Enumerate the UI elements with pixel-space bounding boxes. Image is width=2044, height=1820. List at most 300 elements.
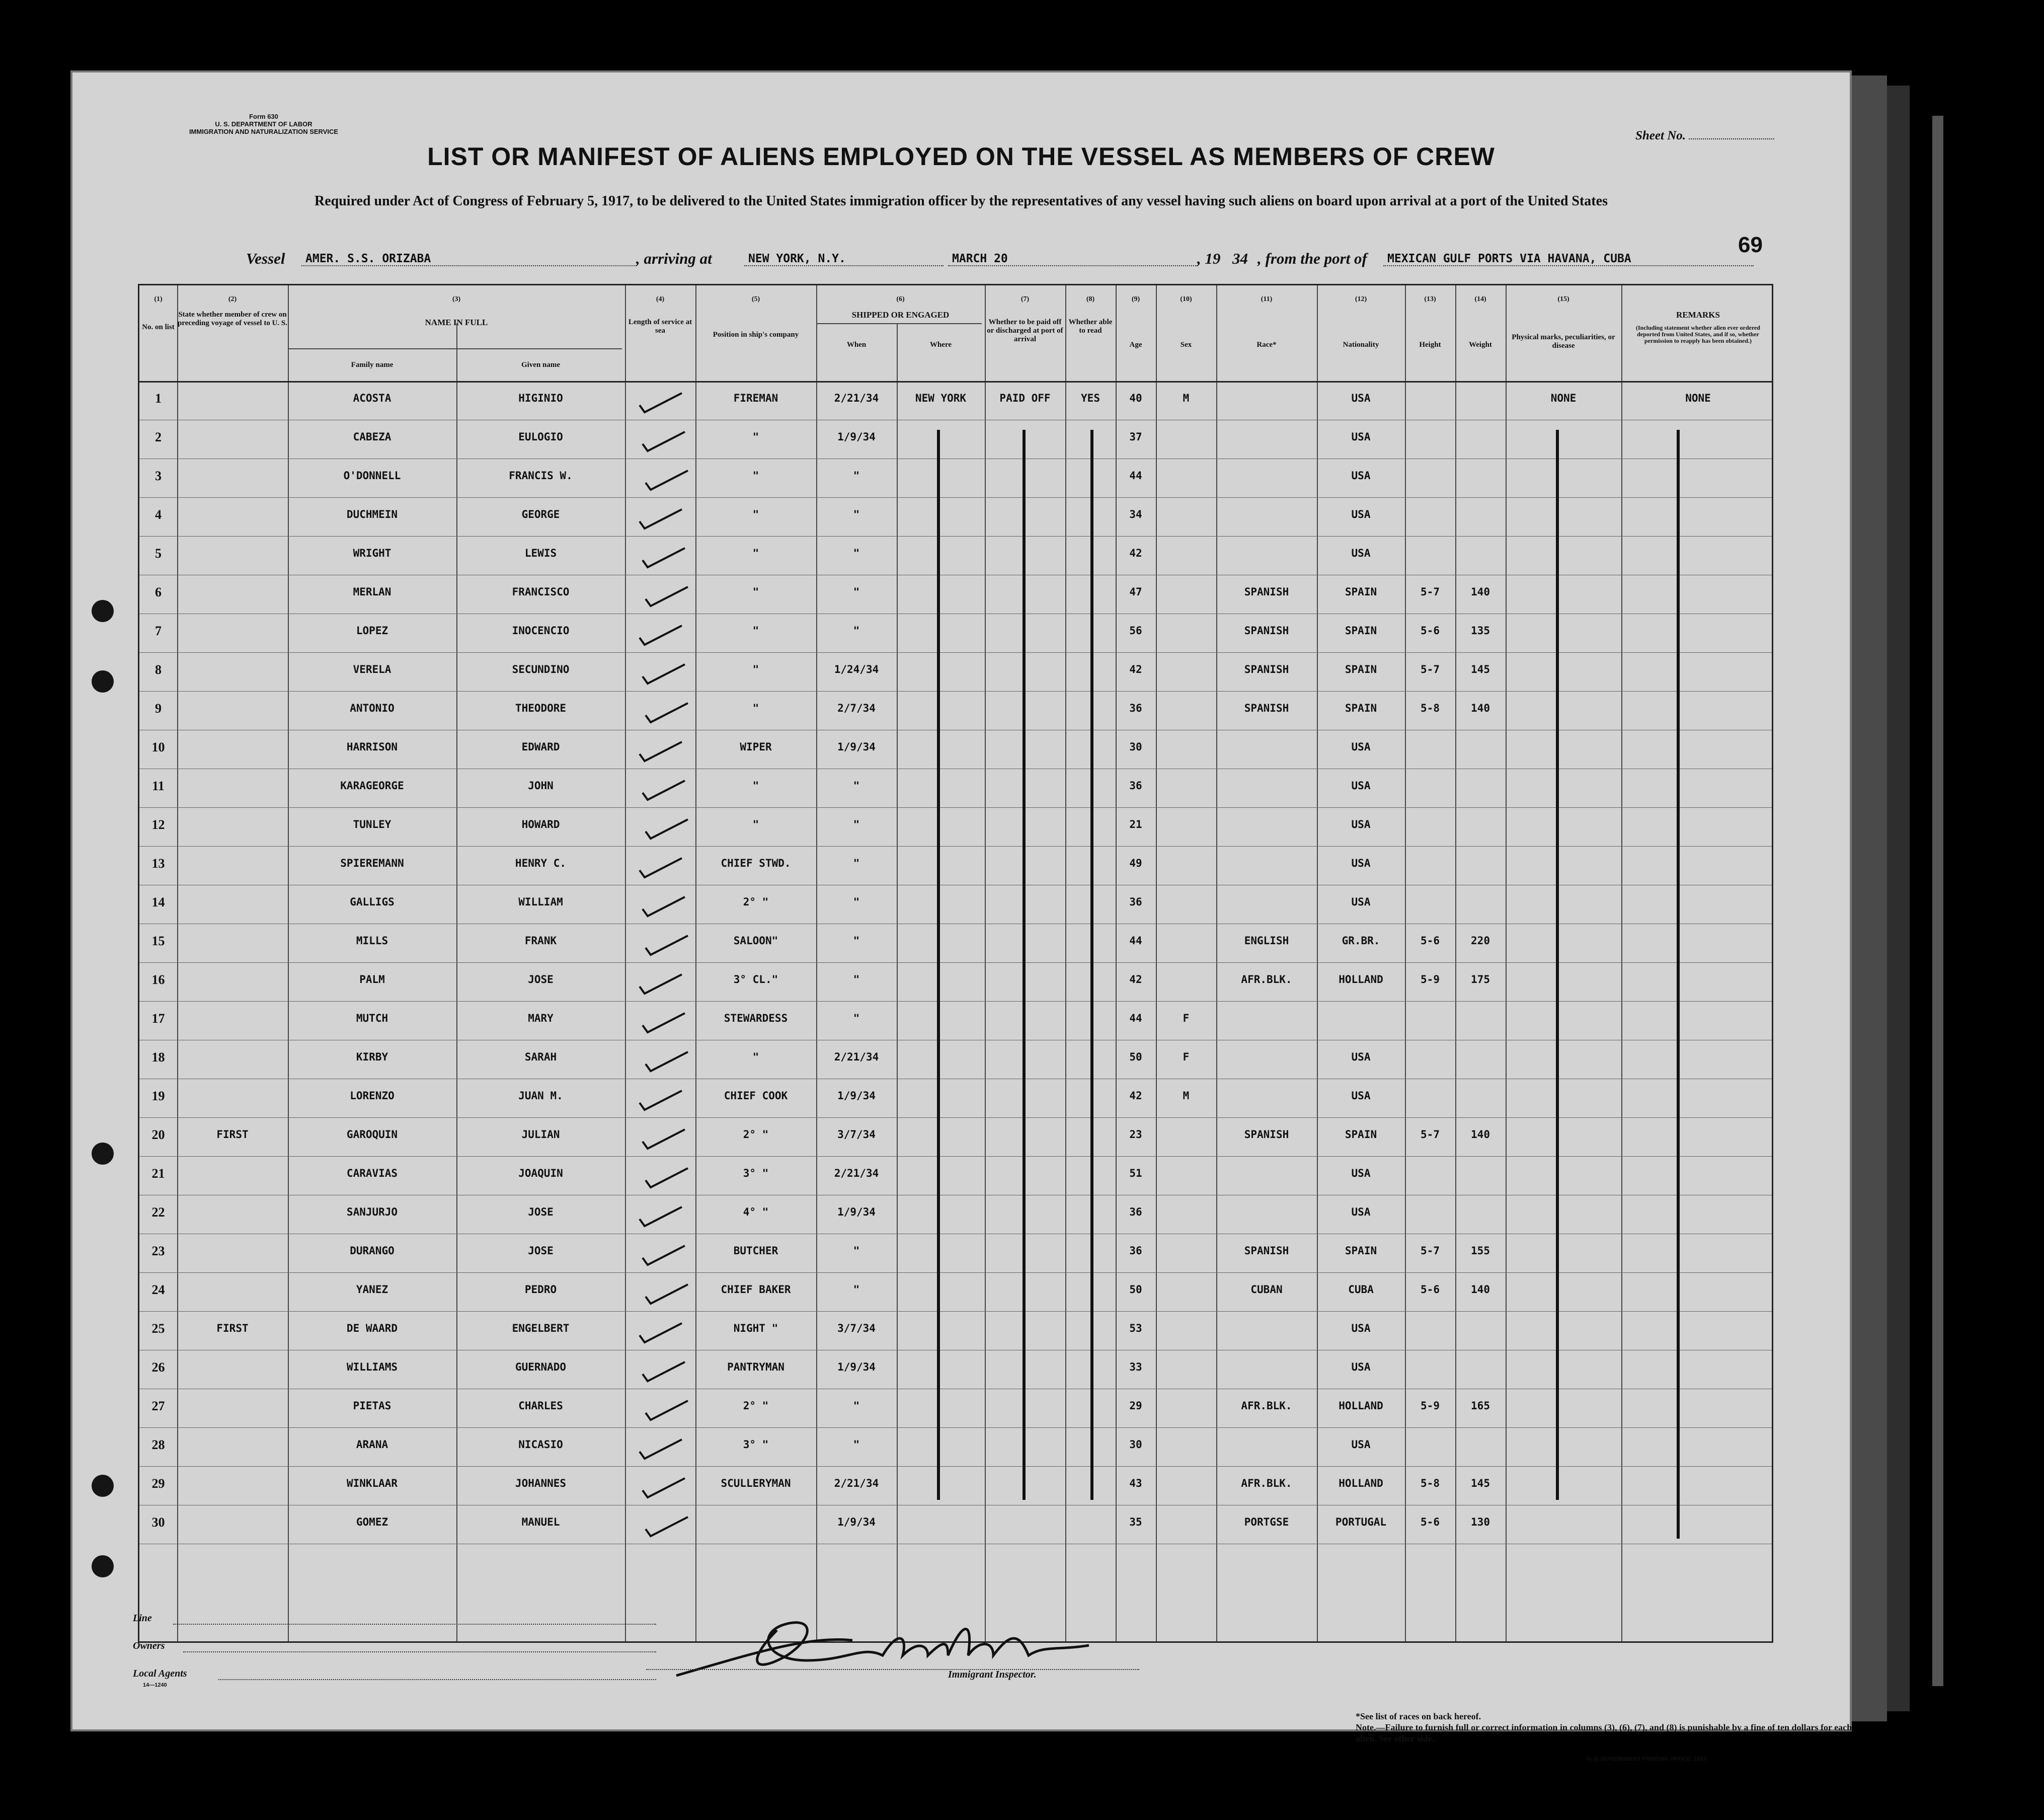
line-label: Line (133, 1613, 152, 1624)
column-number: (4) (656, 295, 665, 303)
cell-age: 40 (1129, 392, 1142, 404)
cell-weight: 140 (1471, 586, 1490, 598)
cell-when: 2/7/34 (837, 702, 876, 714)
arrival-port: NEW YORK, N.Y. (744, 252, 944, 266)
cell-age: 53 (1129, 1322, 1142, 1334)
arriving-label: , arriving at (636, 250, 712, 267)
cell-when: " (853, 625, 860, 637)
cell-given: JUAN M. (518, 1090, 563, 1102)
cell-height: 5-6 (1421, 935, 1440, 947)
cell-nationality: HOLLAND (1339, 1400, 1383, 1412)
row-rule (139, 1272, 1772, 1273)
check-mark-icon (641, 1010, 686, 1034)
cell-given: INOCENCIO (512, 625, 570, 637)
cell-family: PIETAS (353, 1400, 391, 1412)
page-title: LIST OR MANIFEST OF ALIENS EMPLOYED ON THE VESSEL AS MEMBERS OF CREW (427, 142, 1495, 171)
cell-age: 51 (1129, 1167, 1142, 1179)
cell-nationality: PORTUGAL (1335, 1516, 1387, 1528)
cell-nationality: USA (1351, 1051, 1371, 1063)
cell-when: 1/24/34 (834, 663, 879, 675)
crew-table (138, 284, 1773, 1643)
cell-when: 1/9/34 (837, 1206, 876, 1218)
cell-family: TUNLEY (353, 818, 391, 830)
column-rule (625, 285, 626, 1641)
column-rule (1405, 285, 1406, 1641)
origin-port: MEXICAN GULF PORTS VIA HAVANA, CUBA (1383, 252, 1754, 266)
cell-nationality: USA (1351, 392, 1371, 404)
from-port-label: , from the port of (1257, 250, 1367, 267)
name-subrule (288, 348, 622, 349)
cell-given: JOAQUIN (518, 1167, 563, 1179)
vessel-label: Vessel (246, 250, 285, 267)
cell-given: GUERNADO (515, 1361, 567, 1373)
cell-age: 56 (1129, 625, 1142, 637)
cell-family: CARAVIAS (346, 1167, 398, 1179)
cell-position: CHIEF COOK (724, 1090, 788, 1102)
cell-family: DE WAARD (346, 1322, 398, 1334)
cell-nationality: SPAIN (1345, 663, 1377, 675)
cell-race: SPANISH (1244, 625, 1289, 637)
cell-when: " (853, 1245, 860, 1257)
cell-family: WINKLAAR (346, 1477, 398, 1489)
check-mark-icon (638, 1088, 683, 1112)
cell-nationality: USA (1351, 780, 1371, 792)
header-family: Family name (351, 361, 394, 369)
column-number: (1) (154, 295, 163, 303)
cell-height: 5-9 (1421, 1400, 1440, 1412)
column-number: (12) (1355, 295, 1367, 303)
cell-weight: 165 (1471, 1400, 1490, 1412)
inspector-label: Immigrant Inspector. (948, 1669, 1037, 1680)
cell-family: ANTONIO (350, 702, 395, 714)
cell-age: 36 (1129, 896, 1142, 908)
cell-race: SPANISH (1244, 1245, 1289, 1257)
check-mark-icon (641, 429, 686, 453)
row-number: 22 (151, 1205, 165, 1220)
cell-position: " (752, 586, 759, 598)
cell-age: 44 (1129, 1012, 1142, 1024)
cell-nationality: USA (1351, 818, 1371, 830)
cell-when: 3/7/34 (837, 1322, 876, 1334)
cell-family: YANEZ (356, 1283, 388, 1296)
cell-given: EDWARD (521, 741, 560, 753)
cell-position: " (752, 470, 759, 482)
cell-height: 5-6 (1421, 1516, 1440, 1528)
row-rule (139, 1311, 1772, 1312)
cell-family: ARANA (356, 1438, 388, 1451)
form-header (188, 113, 339, 135)
cell-given: LEWIS (524, 547, 557, 559)
cell-remarks: NONE (1685, 392, 1711, 404)
header-race: Race* (1256, 341, 1277, 349)
column-number: (3) (452, 295, 461, 303)
cell-race: SPANISH (1244, 663, 1289, 675)
cell-given: CHARLES (518, 1400, 563, 1412)
column-number: (10) (1180, 295, 1192, 303)
column-number: (9) (1131, 295, 1140, 303)
row-rule (139, 807, 1772, 808)
races-note: *See list of races on back hereof. (1356, 1711, 1481, 1721)
cell-nationality: USA (1351, 1090, 1371, 1102)
cell-family: KARAGEORGE (340, 780, 404, 792)
cell-age: 44 (1129, 935, 1142, 947)
cell-given: JULIAN (521, 1128, 560, 1141)
check-mark-icon (644, 933, 689, 957)
cell-family: GALLIGS (350, 896, 395, 908)
cell-race: AFR.BLK. (1241, 1400, 1292, 1412)
row-number: 6 (155, 585, 162, 599)
form-code: 14—1240 (143, 1682, 167, 1688)
cell-position: NIGHT " (733, 1322, 778, 1334)
cell-given: MANUEL (521, 1516, 560, 1528)
cell-height: 5-7 (1421, 1245, 1440, 1257)
cell-given: NICASIO (518, 1438, 563, 1451)
cell-weight: 130 (1471, 1516, 1490, 1528)
ditto-stroke-remarks (1677, 430, 1680, 1539)
row-rule (139, 1117, 1772, 1118)
cell-weight: 135 (1471, 625, 1490, 637)
cell-position: " (752, 663, 759, 675)
cell-race: ENGLISH (1244, 935, 1289, 947)
cell-nationality: USA (1351, 508, 1371, 520)
punch-hole (92, 1555, 114, 1577)
owners-field (183, 1650, 656, 1652)
manifest-page (70, 70, 1852, 1762)
column-number: (15) (1557, 295, 1569, 303)
cell-when: " (853, 1438, 860, 1451)
cell-position: " (752, 508, 759, 520)
check-mark-icon (644, 700, 689, 724)
row-rule (139, 536, 1772, 537)
check-mark-icon (638, 506, 683, 530)
cell-age: 42 (1129, 663, 1142, 675)
cell-nationality: USA (1351, 1361, 1371, 1373)
cell-given: ENGELBERT (512, 1322, 570, 1334)
cell-age: 42 (1129, 973, 1142, 985)
agents-label: Local Agents (133, 1668, 187, 1679)
cell-height: 5-7 (1421, 1128, 1440, 1141)
arrival-year: 34 (1232, 250, 1248, 267)
cell-height: 5-8 (1421, 1477, 1440, 1489)
cell-when: " (853, 547, 860, 559)
cell-position: 3° " (743, 1167, 769, 1179)
header-length: Length of service at sea (628, 318, 692, 335)
check-mark-icon (644, 1514, 689, 1538)
check-mark-icon (644, 1165, 689, 1189)
cell-family: ACOSTA (353, 392, 391, 404)
arrival-date: MARCH 20 (948, 252, 1198, 266)
check-mark-icon (638, 1436, 683, 1461)
cell-given: JOHN (528, 780, 554, 792)
header-paid: Whether to be paid off or discharged at port of arrival (987, 318, 1063, 343)
cell-family: WRIGHT (353, 547, 391, 559)
cell-family: O'DONNELL (343, 470, 401, 482)
cell-nationality: HOLLAND (1339, 973, 1383, 985)
cell-race: AFR.BLK. (1241, 1477, 1292, 1489)
punch-hole (92, 670, 114, 693)
vessel-line (130, 250, 1769, 275)
cell-when: " (853, 470, 860, 482)
cell-when: 2/21/34 (834, 1051, 879, 1063)
cell-age: 21 (1129, 818, 1142, 830)
cell-age: 42 (1129, 547, 1142, 559)
check-mark-icon (638, 1204, 683, 1228)
cell-family: HARRISON (346, 741, 398, 753)
cell-weight: 155 (1471, 1245, 1490, 1257)
cell-when: " (853, 935, 860, 947)
column-rule (177, 285, 178, 1641)
cell-position: 2° " (743, 896, 769, 908)
column-rule (897, 323, 898, 1641)
column-rule (1621, 285, 1622, 1641)
cell-given: JOHANNES (515, 1477, 567, 1489)
header-when: When (846, 341, 867, 349)
cell-age: 23 (1129, 1128, 1142, 1141)
cell-when: " (853, 586, 860, 598)
check-mark-icon (641, 894, 686, 918)
row-number: 29 (151, 1476, 165, 1491)
punch-hole (92, 600, 114, 622)
header-height: Height (1419, 341, 1441, 349)
cell-nationality: USA (1351, 857, 1371, 869)
cell-given: WILLIAM (518, 896, 563, 908)
cell-sex: M (1183, 1090, 1190, 1102)
check-mark-icon (644, 584, 689, 608)
cell-age: 36 (1129, 1245, 1142, 1257)
cell-height: 5-6 (1421, 1283, 1440, 1296)
cell-race: PORTGSE (1244, 1516, 1289, 1528)
cell-weight: 140 (1471, 702, 1490, 714)
cell-given: THEODORE (515, 702, 567, 714)
agents-field (218, 1678, 656, 1680)
cell-nationality: SPAIN (1345, 586, 1377, 598)
check-mark-icon (641, 545, 686, 569)
cell-race: SPANISH (1244, 702, 1289, 714)
cell-nationality: SPAIN (1345, 1128, 1377, 1141)
header-remarks: REMARKS (1676, 310, 1720, 320)
cell-nationality: SPAIN (1345, 625, 1377, 637)
row-rule (139, 497, 1772, 498)
cell-given: HENRY C. (515, 857, 567, 869)
column-rule (1455, 285, 1456, 1641)
punch-hole (92, 1143, 114, 1165)
check-mark-icon (644, 468, 689, 492)
department-name: U. S. DEPARTMENT OF LABOR (215, 120, 312, 128)
header-position: Position in ship's company (713, 331, 799, 339)
footer-notes (1356, 1711, 1859, 1744)
column-rule (1156, 285, 1157, 1641)
header-rule (139, 381, 1772, 383)
cell-when: " (853, 1400, 860, 1412)
cell-height: 5-9 (1421, 973, 1440, 985)
inspector-line (646, 1668, 1139, 1670)
cell-when: " (853, 1012, 860, 1024)
cell-when: " (853, 973, 860, 985)
cell-position: 2° " (743, 1128, 769, 1141)
header-where: Where (929, 341, 952, 349)
cell-state: FIRST (216, 1128, 249, 1141)
row-number: 7 (155, 624, 162, 638)
header-age: Age (1129, 341, 1142, 349)
cell-weight: 220 (1471, 935, 1490, 947)
row-rule (139, 1427, 1772, 1428)
cell-age: 30 (1129, 1438, 1142, 1451)
column-rule (1116, 285, 1117, 1641)
cell-age: 35 (1129, 1516, 1142, 1528)
row-number: 15 (151, 934, 165, 948)
cell-height: 5-7 (1421, 663, 1440, 675)
cell-position: FIREMAN (733, 392, 778, 404)
row-number: 23 (151, 1244, 165, 1258)
header-state: State whether member of crew on preceding voyage of vessel to U. S. (177, 311, 288, 327)
row-number: 12 (151, 817, 165, 832)
column-rule (288, 285, 289, 1641)
cell-nationality: SPAIN (1345, 1245, 1377, 1257)
cell-age: 36 (1129, 1206, 1142, 1218)
cell-family: MUTCH (356, 1012, 388, 1024)
cell-family: DURANGO (350, 1245, 395, 1257)
row-number: 17 (151, 1011, 165, 1026)
check-mark-icon (644, 1281, 689, 1306)
header-name: NAME IN FULL (425, 318, 488, 327)
cell-family: MERLAN (353, 586, 391, 598)
column-number: (6) (896, 295, 905, 303)
check-mark-icon (641, 661, 686, 686)
cell-age: 36 (1129, 702, 1142, 714)
cell-family: CABEZA (353, 431, 391, 443)
row-rule (139, 1466, 1772, 1467)
row-number: 25 (151, 1321, 165, 1336)
cell-race: AFR.BLK. (1241, 973, 1292, 985)
row-number: 13 (151, 856, 165, 871)
cell-nationality: USA (1351, 470, 1371, 482)
cell-position: 2° " (743, 1400, 769, 1412)
check-mark-icon (638, 855, 683, 879)
row-rule (139, 962, 1772, 963)
cell-position: 4° " (743, 1206, 769, 1218)
row-number: 21 (151, 1166, 165, 1181)
vessel-name: AMER. S.S. ORIZABA (301, 252, 637, 266)
row-number: 28 (151, 1437, 165, 1452)
header-read: Whether able to read (1068, 318, 1113, 335)
check-mark-icon (641, 1243, 686, 1267)
cell-when: 3/7/34 (837, 1128, 876, 1141)
cell-age: 36 (1129, 780, 1142, 792)
column-rule (1216, 285, 1217, 1641)
cell-age: 44 (1129, 470, 1142, 482)
column-rule (695, 285, 696, 1641)
cell-position: " (752, 625, 759, 637)
cell-when: " (853, 818, 860, 830)
cell-nationality: CUBA (1348, 1283, 1374, 1296)
check-mark-icon (638, 390, 683, 414)
check-mark-icon (644, 816, 689, 841)
cell-family: KIRBY (356, 1051, 388, 1063)
cell-position: BUTCHER (733, 1245, 778, 1257)
cell-age: 33 (1129, 1361, 1142, 1373)
cell-family: WILLIAMS (346, 1361, 398, 1373)
cell-age: 37 (1129, 431, 1142, 443)
row-rule (139, 1156, 1772, 1157)
cell-nationality: USA (1351, 547, 1371, 559)
row-number: 4 (155, 507, 162, 522)
requirement-text: Required under Act of Congress of February 5, 1917, to be delivered to the United States immigration officer by the representatives of any vessel having such aliens on board upon arrival at a port of the United States (315, 193, 1608, 209)
cell-when: " (853, 1283, 860, 1296)
header-remarks-sub: (Including statement whether alien ever ordered deported from United States, and if so, whether permission to reapply has been obtained.) (1636, 324, 1760, 344)
cell-sex: M (1183, 392, 1190, 404)
cell-when: " (853, 857, 860, 869)
cell-age: 43 (1129, 1477, 1142, 1489)
cell-height: 5-8 (1421, 702, 1440, 714)
cell-weight: 175 (1471, 973, 1490, 985)
header-given: Given name (521, 361, 561, 369)
row-number: 26 (151, 1360, 165, 1375)
cell-family: PALM (359, 973, 385, 985)
column-number: (7) (1020, 295, 1030, 303)
column-rule (1065, 285, 1066, 1641)
cell-given: JOSE (528, 1245, 554, 1257)
cell-position: " (752, 1051, 759, 1063)
check-mark-icon (641, 1475, 686, 1499)
cell-position: STEWARDESS (724, 1012, 788, 1024)
year-prefix: , 19 (1197, 250, 1221, 267)
cell-sex: F (1183, 1012, 1190, 1024)
cell-age: 29 (1129, 1400, 1142, 1412)
cell-when: 2/21/34 (834, 1167, 879, 1179)
owners-label: Owners (133, 1640, 165, 1651)
row-rule (139, 846, 1772, 847)
cell-family: DUCHMEIN (346, 508, 398, 520)
row-number: 10 (151, 740, 165, 754)
row-number: 2 (155, 430, 162, 444)
cell-when: 2/21/34 (834, 1477, 879, 1489)
cell-when: 1/9/34 (837, 1516, 876, 1528)
cell-position: CHIEF STWD. (721, 857, 791, 869)
header-sex: Sex (1180, 341, 1192, 349)
page-edge-shadow (1852, 75, 1887, 1721)
row-number: 18 (151, 1050, 165, 1065)
cell-given: MARY (528, 1012, 554, 1024)
ditto-stroke-where (937, 430, 940, 1500)
row-number: 3 (155, 469, 162, 483)
ditto-stroke-paid (1023, 430, 1026, 1500)
check-mark-icon (641, 1359, 686, 1383)
cell-nationality: USA (1351, 896, 1371, 908)
column-number: (5) (751, 295, 760, 303)
row-number: 8 (155, 662, 162, 677)
row-number: 30 (151, 1515, 165, 1530)
cell-position: " (752, 547, 759, 559)
cell-nationality: SPAIN (1345, 702, 1377, 714)
cell-given: FRANK (524, 935, 557, 947)
check-mark-icon (638, 1320, 683, 1344)
cell-weight: 140 (1471, 1128, 1490, 1141)
row-number: 14 (151, 895, 165, 909)
service-name: IMMIGRATION AND NATURALIZATION SERVICE (189, 128, 339, 135)
cell-when: 1/9/34 (837, 431, 876, 443)
cell-read: YES (1081, 392, 1100, 404)
cell-position: " (752, 702, 759, 714)
cell-when: 1/9/34 (837, 1361, 876, 1373)
row-number: 16 (151, 972, 165, 987)
inspector-signature (646, 1600, 1099, 1696)
check-mark-icon (644, 1049, 689, 1073)
printer-imprint: U. S. GOVERNMENT PRINTING OFFICE: 1933 (1587, 1756, 1706, 1762)
header-no: No. on list (142, 323, 175, 331)
cell-sex: F (1183, 1051, 1190, 1063)
cell-paid: PAID OFF (999, 392, 1051, 404)
cell-given: FRANCISCO (512, 586, 570, 598)
